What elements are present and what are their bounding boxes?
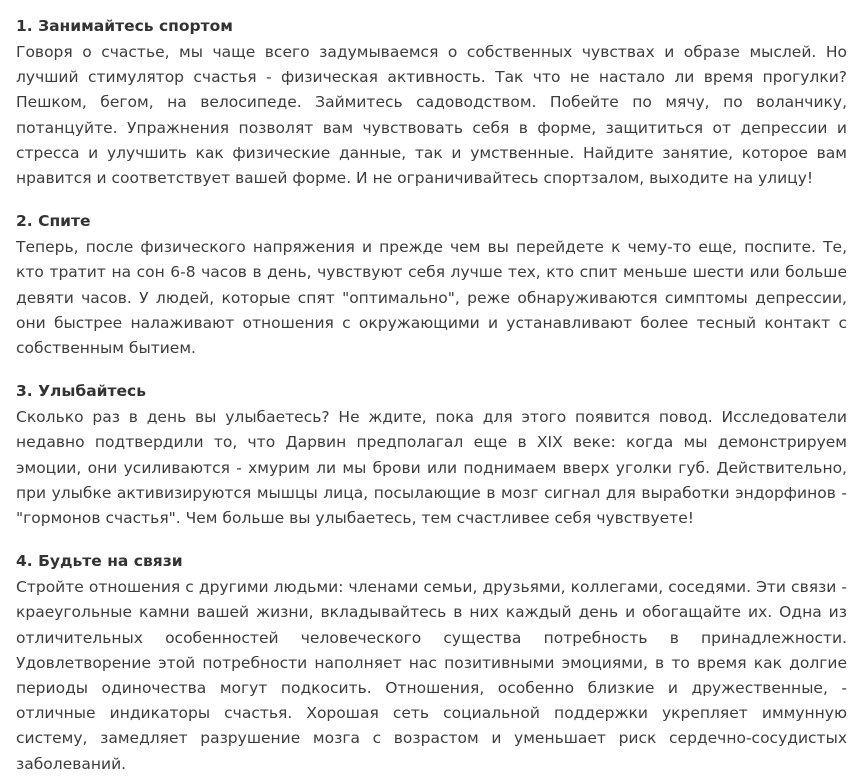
section-heading: 4. Будьте на связи bbox=[16, 552, 183, 571]
section-heading: 3. Улыбайтесь bbox=[16, 382, 147, 401]
section-connect bbox=[16, 549, 847, 777]
section-paragraph: Говоря о счастье, мы чаще всего задумываемся о собственных чувствах и образе мыслей. Но лучший стимулятор счастья - физическая активность. Так что не настало ли время прогулки? Пешком, бегом, на велосипеде. Займитесь садоводством. Побейте по мячу, по воланчику, потанцуйте. Упражнения позволят вам чувствовать себя в форме, защититься от депрессии и стресса и улучшить как физические данные, так и умственные. Найдите занятие, которое вам нравится и соответствует вашей форме. И не ограничивайтесь спортзалом, выходите на улицу! bbox=[16, 43, 847, 188]
section-heading: 2. Спите bbox=[16, 212, 91, 231]
section-heading: 1. Занимайтесь спортом bbox=[16, 17, 233, 35]
section-smile bbox=[16, 379, 847, 531]
section-paragraph: Сколько раз в день вы улыбаетесь? Не ждите, пока для этого появится повод. Исследователи недавно подтвердили то, что Дарвин предполагал еще в XIX веке: когда мы демонстрируем эмоции, они усиливаются - хмурим ли мы брови или поднимаем вверх уголки губ. Действительно, при улыбке активизируются мышцы лица, посылающие в мозг сигнал для выработки эндорфинов - "гормонов счастья". Чем больше вы улыбаетесь, тем счастливее себя чувствуете! bbox=[16, 408, 847, 528]
section-paragraph: Теперь, после физического напряжения и прежде чем вы перейдете к чему-то еще, поспите. Те, кто тратит на сон 6-8 часов в день, чувствуют себя лучше тех, кто спит меньше шести или больше девяти часов. У людей, которые спят "оптимально", реже обнаруживаются симптомы депрессии, они быстрее налаживают отношения с окружающими и устанавливают более тесный контакт с собственным бытием. bbox=[16, 238, 847, 358]
section-sleep bbox=[16, 209, 847, 361]
section-sport bbox=[16, 14, 847, 191]
section-paragraph: Стройте отношения с другими людьми: членами семьи, друзьями, коллегами, соседями. Эти связи - краеугольные камни вашей жизни, вкладывайтесь в них каждый день и обогащайте их. Одна из отличительных особенностей человеческого существа потребность в принадлежности. Удовлетворение этой потребности наполняет нас позитивными эмоциями, в то время как долгие периоды одиночества могут подкосить. Отношения, особенно близкие и дружественные, - отличные индикаторы счастья. Хорошая сеть социальной поддержки укрепляет иммунную систему, замедляет разрушение мозга с возрастом и уменьшает риск сердечно-сосудистых заболеваний. bbox=[16, 578, 847, 773]
